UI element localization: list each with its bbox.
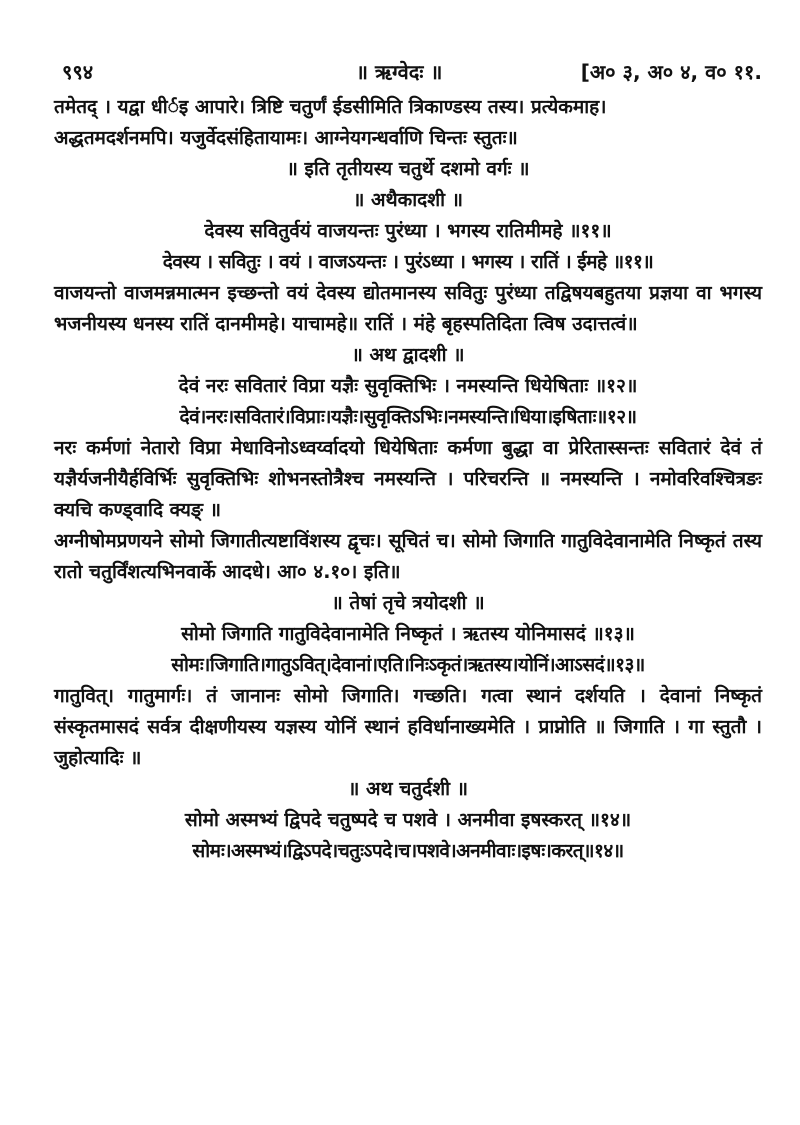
- section-heading: ॥ तेषां तृचे त्रयोदशी ॥: [331, 592, 485, 614]
- section-heading: ॥ अथैकादशी ॥: [352, 189, 464, 211]
- verse-line: सोमो जिगाति गातुविदेवानामेति निष्कृतं । ऋतस्य योनिमासदं ॥१३॥: [181, 623, 635, 645]
- padapatha-line: देवं।नरः।सवितारं।विप्राः।यज्ञैः।सुवृक्तिऽभिः।नमस्यन्ति।धिया।इषिताः॥१२॥: [179, 406, 637, 428]
- commentary-paragraph: वाजयन्तो वाजमन्नमात्मन इच्छन्तो वयं देवस्य द्योतमानस्य सवितुः पुरंध्या तद्विषयबहुतया प्रज्ञया वा भगस्य भजनीयस्य धनस्य रातिं दानमीमहे। याचामहे॥ रातिं । मंहे बृहस्पतिदिता त्विष उदात्तत्वं॥: [54, 282, 762, 335]
- document-page: [54, 58, 762, 867]
- commentary-paragraph: तमेतद् । यद्वा धीर्इ आपारे। त्रिष्टि चतुर्णं ईडसीमिति त्रिकाण्डस्य तस्य। प्रत्येकमाह।: [54, 96, 607, 118]
- header-title: ॥ ऋग्वेदः ॥: [356, 60, 443, 84]
- page-number: ९९४: [62, 60, 94, 84]
- commentary-paragraph: गातुवित्। गातुमार्गः। तं जानानः सोमो जिगाति। गच्छति। गत्वा स्थानं दर्शयति । देवानां निष्कृतं संस्कृतमासदं सर्वत्र दीक्षणीयस्य यज्ञस्य योनिं स्थानं हविर्धानाख्यमेति । प्राप्नोति ॥ जिगाति । गा स्तुतौ । जुहोत्यादिः ॥: [54, 685, 762, 769]
- commentary-paragraph: अद्धतमदर्शनमपि। यजुर्वेदसंहितायामः। आग्नेयगन्धर्वाणि चिन्तः स्तुतः॥: [54, 127, 518, 149]
- section-heading: ॥ अथ द्वादशी ॥: [351, 344, 465, 366]
- section-heading: ॥ अथ चतुर्दशी ॥: [347, 778, 469, 800]
- section-reference: [अ० ३, अ० ४, व० ११.: [580, 60, 762, 84]
- body-text: [54, 92, 762, 867]
- verse-line: देवस्य सवितुर्वयं वाजयन्तः पुरंध्या । भगस्य रातिमीमहे ॥११॥: [204, 220, 612, 242]
- commentary-paragraph: नरः कर्मणां नेतारो विप्रा मेधाविनोऽध्वर्य्वादयो धियेषिताः कर्मणा बुद्धा वा प्रेरितास्सन्तः सवितारं देवं तं यज्ञैर्यजनीयैर्हविर्भिः सुवृक्तिभिः शोभनस्तोत्रैश्च नमस्यन्ति । परिचरन्ति ॥ नमस्यन्ति । नमोवरिवश्चित्रङः क्यचि कण्ड्वादि क्यङ् ॥: [54, 437, 762, 521]
- section-heading: ॥ इति तृतीयस्य चतुर्थे दशमो वर्गः ॥: [286, 158, 530, 180]
- padapatha-line: सोमः।अस्मभ्यं।द्विऽपदे।चतुःऽपदे।च।पशवे।अनमीवाः।इषः।करत्॥१४॥: [192, 840, 624, 862]
- commentary-paragraph: अग्नीषोमप्रणयने सोमो जिगातीत्यष्टाविंशस्य द्वृचः। सूचितं च। सोमो जिगाति गातुविदेवानामेति निष्कृतं तस्य रातो चतुर्विंशत्यभिनवार्के आदधे। आ० ४.१०। इति॥: [54, 530, 762, 583]
- padapatha-line: सोमः।जिगाति।गातुऽवित्।देवानां।एति।निःऽकृतं।ऋतस्य।योनिं।आऽसदं॥१३॥: [171, 654, 645, 676]
- verse-line: देवं नरः सवितारं विप्रा यज्ञैः सुवृक्तिभिः । नमस्यन्ति धियेषिताः ॥१२॥: [178, 375, 638, 397]
- verse-line: सोमो अस्मभ्यं द्विपदे चतुष्पदे च पशवे । अनमीवा इषस्करत् ॥१४॥: [184, 809, 632, 831]
- padapatha-line: देवस्य । सवितुः । वयं । वाजऽयन्तः । पुरंऽध्या । भगस्य । रातिं । ईमहे ॥११॥: [162, 251, 654, 273]
- running-header: [54, 58, 762, 92]
